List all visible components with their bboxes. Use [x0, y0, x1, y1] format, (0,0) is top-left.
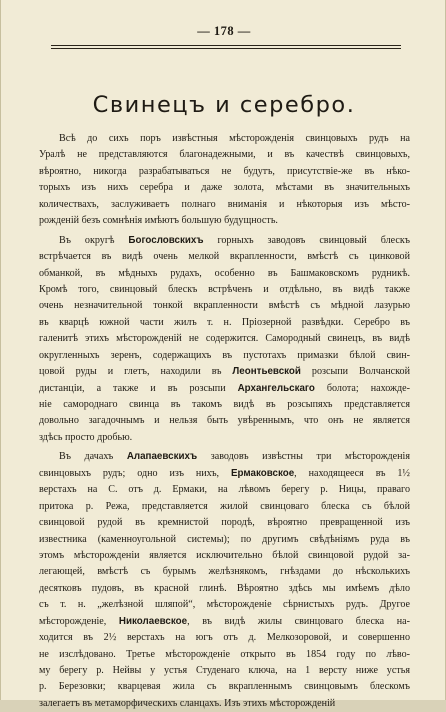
header-rule-thin [51, 48, 401, 49]
text-line [39, 315, 410, 331]
text-run: р. Березовки; кварцевая жила съ вкрапленнымъ свинцовымъ блескомъ [39, 681, 410, 693]
text-line [39, 197, 410, 213]
text-run: очень незначительной тонкой вкрапленности вмѣстѣ съ мѣдной лазурью [39, 300, 410, 312]
text-line [39, 679, 410, 695]
text-line [39, 564, 410, 580]
text-run: галенитѣ этихъ мѣсторожденій не содержится. Самородный свинецъ, въ видѣ [39, 333, 410, 345]
text-run: розсыпи Волчанской [300, 366, 411, 378]
text-run: обманкой, въ мѣдныхъ рудахъ, особенно въ Башмаковскомъ рудникѣ. [39, 267, 410, 279]
text-line [39, 180, 410, 196]
emphasized-place-name: Леонтьевской [232, 366, 301, 378]
text-run: рожденій безъ сомнѣнія имѣютъ большую будущность. [39, 215, 278, 227]
text-line [39, 614, 410, 630]
text-run: вѣроятно, никогда разрабатываться не будутъ, присутствіе-же въ нѣко- [39, 165, 410, 177]
header-rule [51, 45, 401, 46]
text-run: болота; нахожде- [314, 382, 410, 394]
text-line [39, 430, 410, 446]
text-run: горныхъ заводовъ свинцовый блескъ [203, 234, 410, 246]
text-run: залегаетъ въ метаморфическихъ сланцахъ. Изъ этихъ мѣсторожденій [39, 697, 336, 709]
text-line [39, 266, 410, 282]
text-line [39, 413, 410, 429]
text-run: не изслѣдовано. Третье мѣсторожденіе открыто въ 1854 году по лѣво- [39, 648, 410, 660]
text-run: заводовъ извѣстны три мѣсторожденія [197, 451, 411, 463]
text-line [39, 298, 410, 314]
emphasized-place-name: Ермаковское [231, 467, 295, 479]
text-run: съ т. н. „желѣзной шляпой“, мѣсторожденіе сѣрнистыхъ рудъ. Другое [39, 599, 410, 611]
text-line [39, 548, 410, 564]
page-number: — 178 — [197, 24, 251, 38]
text-run: цовой руды и глетъ, находили въ [39, 366, 233, 378]
text-run: верстахъ на С. отъ д. Ермаки, на лѣвомъ берегу р. Ницы, праваго [39, 484, 410, 496]
section-title: Свинецъ и серебро. [92, 92, 356, 118]
text-line [39, 131, 410, 147]
text-run: , находящееся въ 1½ [294, 467, 410, 479]
emphasized-place-name: Николаевское [118, 615, 188, 627]
paragraph [39, 233, 410, 447]
text-run: встрѣчается въ видѣ очень мелкой вкрапленности, вмѣстѣ съ цинковой [39, 251, 410, 263]
text-line [39, 331, 410, 347]
text-run: , въ видѣ жилы свинцоваго блеска на- [187, 615, 410, 627]
text-run: Всѣ до сихъ поръ извѣстныя мѣсторожденія свинцовыхъ рудъ на [59, 133, 410, 144]
text-line [39, 249, 410, 265]
text-line [39, 647, 410, 663]
paragraph [39, 449, 410, 712]
text-line [39, 597, 410, 613]
text-line [39, 397, 410, 413]
text-run: притока р. Режа, представляется жилой свинцоваго блеска съ бѣлой [39, 500, 410, 512]
text-run: этомъ мѣсторожденіи является исключительно бѣлой свинцовой рудой за- [39, 549, 410, 561]
text-run: известника (каменноугольной системы); по другимъ свѣдѣніямъ руда въ [39, 533, 410, 545]
text-line [39, 499, 410, 515]
text-run: десятковъ пудовъ, въ красной глинѣ. Вѣроятно здѣсь мы имѣемъ дѣло [39, 582, 410, 594]
text-line [39, 515, 410, 531]
text-run: свинцовой рудой въ кремнистой породѣ, вѣроятно превращенной изъ [39, 517, 410, 529]
text-line [39, 630, 410, 646]
text-run: дистанціи, а также и въ розсыпи [39, 382, 238, 394]
text-line [39, 348, 410, 364]
body-text [39, 131, 410, 712]
emphasized-place-name: Архангельскаго [237, 382, 315, 394]
text-line [39, 233, 410, 249]
text-run: Кромѣ того, свинцовый блескъ встрѣченъ и отдѣльно, въ видѣ также [39, 283, 410, 295]
text-run: торыхъ изъ нихъ серебра и даже золота, мѣстами въ значительныхъ [39, 182, 410, 194]
text-run: Въ округѣ [59, 234, 129, 246]
text-run: ніе самороднаго свинца въ такомъ видѣ въ розсыпяхъ представляется [39, 399, 410, 410]
text-line [39, 381, 410, 397]
text-line [39, 164, 410, 180]
text-run: Въ дачахъ [59, 451, 127, 463]
text-line [39, 466, 410, 482]
text-line [39, 532, 410, 548]
text-run: довольно загадочнымъ и нельзя быть увѣреннымъ, что онъ не является [39, 415, 410, 427]
text-run: здѣсь просто дробью. [39, 431, 133, 443]
text-line [39, 147, 410, 163]
text-line [39, 364, 410, 380]
text-line [39, 213, 410, 229]
text-run: Уралѣ не представляются благонадежными, и въ качествѣ свинцовыхъ, [39, 149, 410, 161]
text-run: му берегу р. Нейвы у устья Студенаго ключа, на 1 версту ниже устья [39, 665, 410, 676]
text-run: свинцовыхъ рудъ; одно изъ нихъ, [39, 467, 232, 479]
text-line [39, 663, 410, 679]
text-run: мѣсторожденіе, [39, 615, 119, 627]
text-run: въ кварцѣ южной части жилъ т. н. Пріозерной развѣдки. Серебро въ [39, 316, 410, 328]
text-run: ходится въ 2½ верстахъ на югъ отъ д. Мелкозоровой, и совершенно [39, 632, 410, 644]
text-run: округленныхъ зеренъ, содержащихъ въ пустотахъ примазки бѣлой свин- [39, 349, 410, 361]
text-run: легающей, вмѣстѣ съ бурымъ желѣзнякомъ, гнѣздами до нѣсколькихъ [39, 566, 410, 578]
text-line [39, 482, 410, 498]
text-line [39, 282, 410, 298]
emphasized-place-name: Богословскихъ [128, 234, 204, 246]
text-line [39, 449, 410, 465]
emphasized-place-name: Алапаевскихъ [126, 451, 198, 463]
paragraph [39, 131, 410, 230]
text-line [39, 696, 410, 712]
text-run: количествахъ, заслуживаетъ полнаго вниманія и нѣкоторыя изъ мѣсто- [39, 198, 410, 210]
text-line [39, 581, 410, 597]
